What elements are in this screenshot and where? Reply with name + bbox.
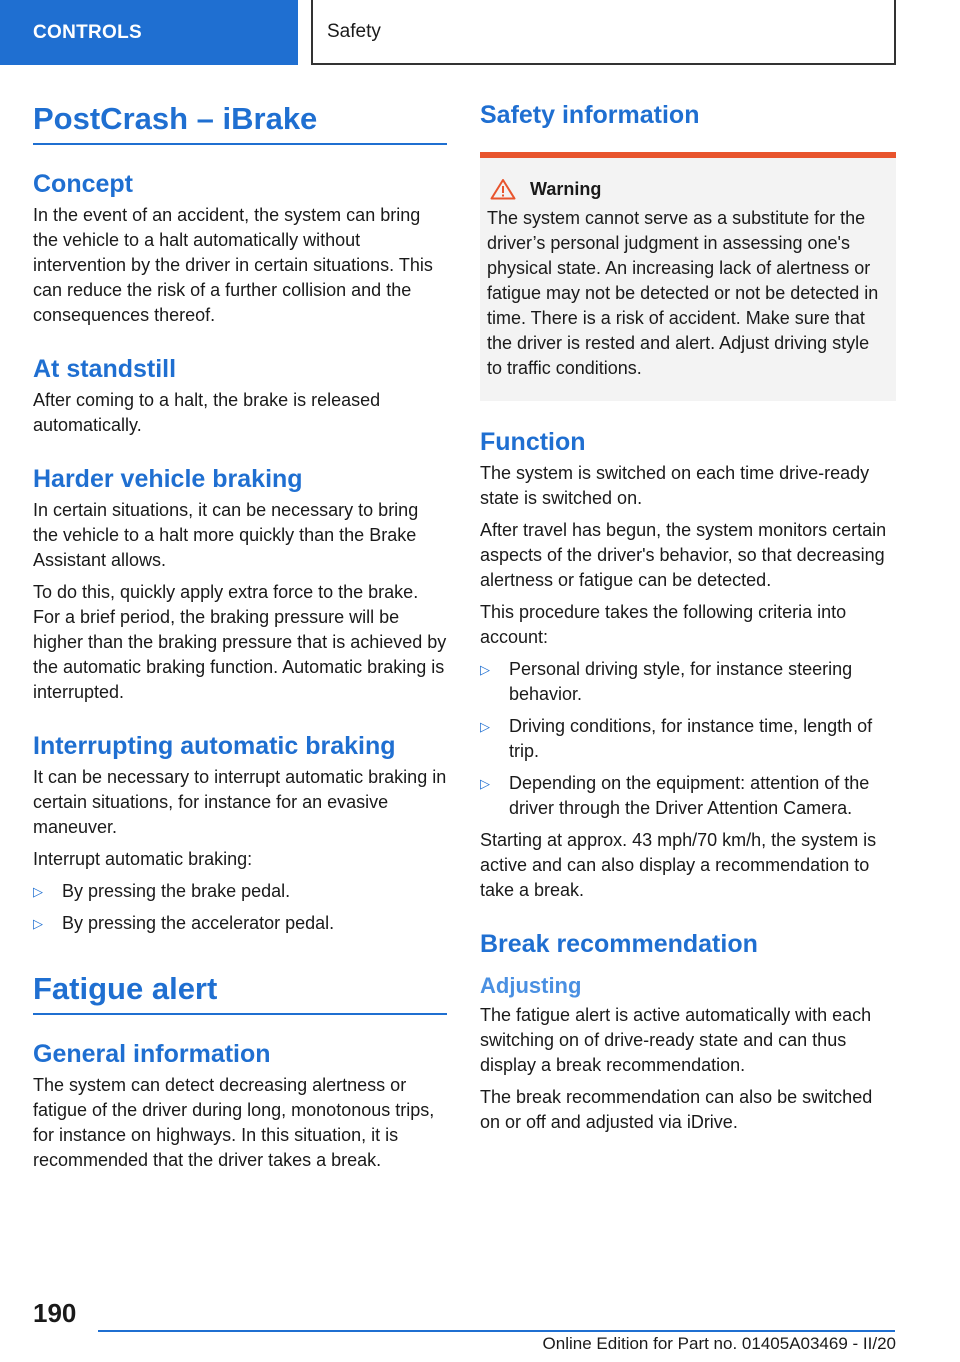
warning-text: The system cannot serve as a substitute for the driver’s personal judgment in assessing one's physical state. An increasing lack of alertness or fatigue may not be detected or not be detected in time. There is a risk of accident. Make sure that the driver is rested and alert. Adjust driving style to traffic conditions.	[487, 208, 879, 378]
paragraph-function-4: Starting at approx. 43 mph/70 km/h, the system is active and can also display a recommendation to take a break.	[480, 830, 877, 900]
list-item-text: By pressing the brake pedal.	[62, 881, 291, 902]
paragraph-function-2: After travel has begun, the system monitors certain aspects of the driver's behavior, so that decreasing alertness or fatigue can be detected.	[480, 520, 887, 590]
list-item-text: Depending on the equipment: attention of the driver through the Driver Attention Camera.	[509, 773, 870, 818]
left-column	[33, 100, 447, 1180]
chapter-label: Safety	[327, 20, 381, 42]
list-item-text: By pressing the accelerator pedal.	[62, 913, 335, 934]
paragraph-adjusting-1: The fatigue alert is active automatically with each switching on of drive-ready state and can thus display a break recommendation.	[480, 1005, 872, 1076]
heading-fatigue-alert: Fatigue alert	[33, 970, 447, 1015]
list-item	[33, 879, 447, 904]
paragraph-concept: In the event of an accident, the system can bring the vehicle to a halt automatically without intervention by the driver in certain situations. This can reduce the risk of a further collision and the consequences thereof.	[33, 205, 433, 326]
list-item-text: Driving conditions, for instance time, length of trip.	[509, 716, 873, 761]
edition-link[interactable]: Online Edition for Part no. 01405A03469 - II/20	[542, 1334, 896, 1353]
heading-standstill: At standstill	[33, 355, 177, 384]
paragraph-interrupting-2: Interrupt automatic braking:	[33, 849, 253, 870]
triangle-right-icon: ▷	[480, 776, 490, 791]
paragraph-standstill: After coming to a halt, the brake is released automatically.	[33, 390, 381, 436]
paragraph-general: The system can detect decreasing alertness or fatigue of the driver during long, monotonous trips, for instance on highways. In this situation, it is recommended that the driver takes a break.	[33, 1075, 435, 1171]
footer-divider	[98, 1330, 895, 1332]
heading-adjusting: Adjusting	[480, 973, 582, 998]
triangle-right-icon: ▷	[33, 916, 43, 932]
list-item	[480, 657, 896, 707]
heading-postcrash: PostCrash – iBrake	[33, 100, 447, 145]
list-item	[480, 714, 896, 764]
paragraph-adjusting-2: The break recommendation can also be switched on or off and adjusted via iDrive.	[480, 1087, 873, 1133]
right-column	[480, 100, 896, 1142]
chapter-tab	[311, 0, 896, 65]
section-tab	[0, 0, 298, 65]
paragraph-harder-2: To do this, quickly apply extra force to the brake. For a brief period, the braking pressure will be higher than the braking pressure that is achieved by the automatic braking function. Automatic braking is interrupted.	[33, 582, 447, 703]
heading-general-information: General information	[33, 1040, 271, 1069]
warning-header	[487, 178, 889, 200]
paragraph-function-1: The system is switched on each time drive-ready state is switched on.	[480, 463, 870, 508]
list-item-text: Personal driving style, for instance steering behavior.	[509, 659, 853, 704]
heading-harder-braking: Harder vehicle braking	[33, 465, 303, 494]
heading-break-recommendation: Break recommendation	[480, 930, 758, 958]
page-number: 190	[33, 1298, 77, 1328]
triangle-right-icon: ▷	[480, 719, 490, 734]
triangle-right-icon: ▷	[480, 662, 490, 677]
heading-function: Function	[480, 428, 586, 456]
warning-triangle-icon	[490, 178, 516, 200]
list-item	[480, 771, 896, 821]
heading-interrupting: Interrupting automatic braking	[33, 732, 396, 761]
warning-title: Warning	[530, 178, 602, 199]
paragraph-interrupting-1: It can be necessary to interrupt automatic braking in certain situations, for instance for an evasive maneuver.	[33, 767, 447, 838]
heading-concept: Concept	[33, 170, 133, 199]
section-label: CONTROLS	[33, 21, 143, 43]
warning-box	[480, 152, 896, 401]
paragraph-function-3: This procedure takes the following criteria into account:	[480, 602, 847, 647]
list-item	[33, 911, 447, 936]
criteria-list	[480, 657, 896, 821]
interrupt-list	[33, 879, 447, 936]
heading-safety-information: Safety information	[480, 101, 700, 129]
paragraph-harder-1: In certain situations, it can be necessary to bring the vehicle to a halt more quickly than the Brake Assistant allows.	[33, 500, 419, 571]
triangle-right-icon: ▷	[33, 884, 43, 900]
